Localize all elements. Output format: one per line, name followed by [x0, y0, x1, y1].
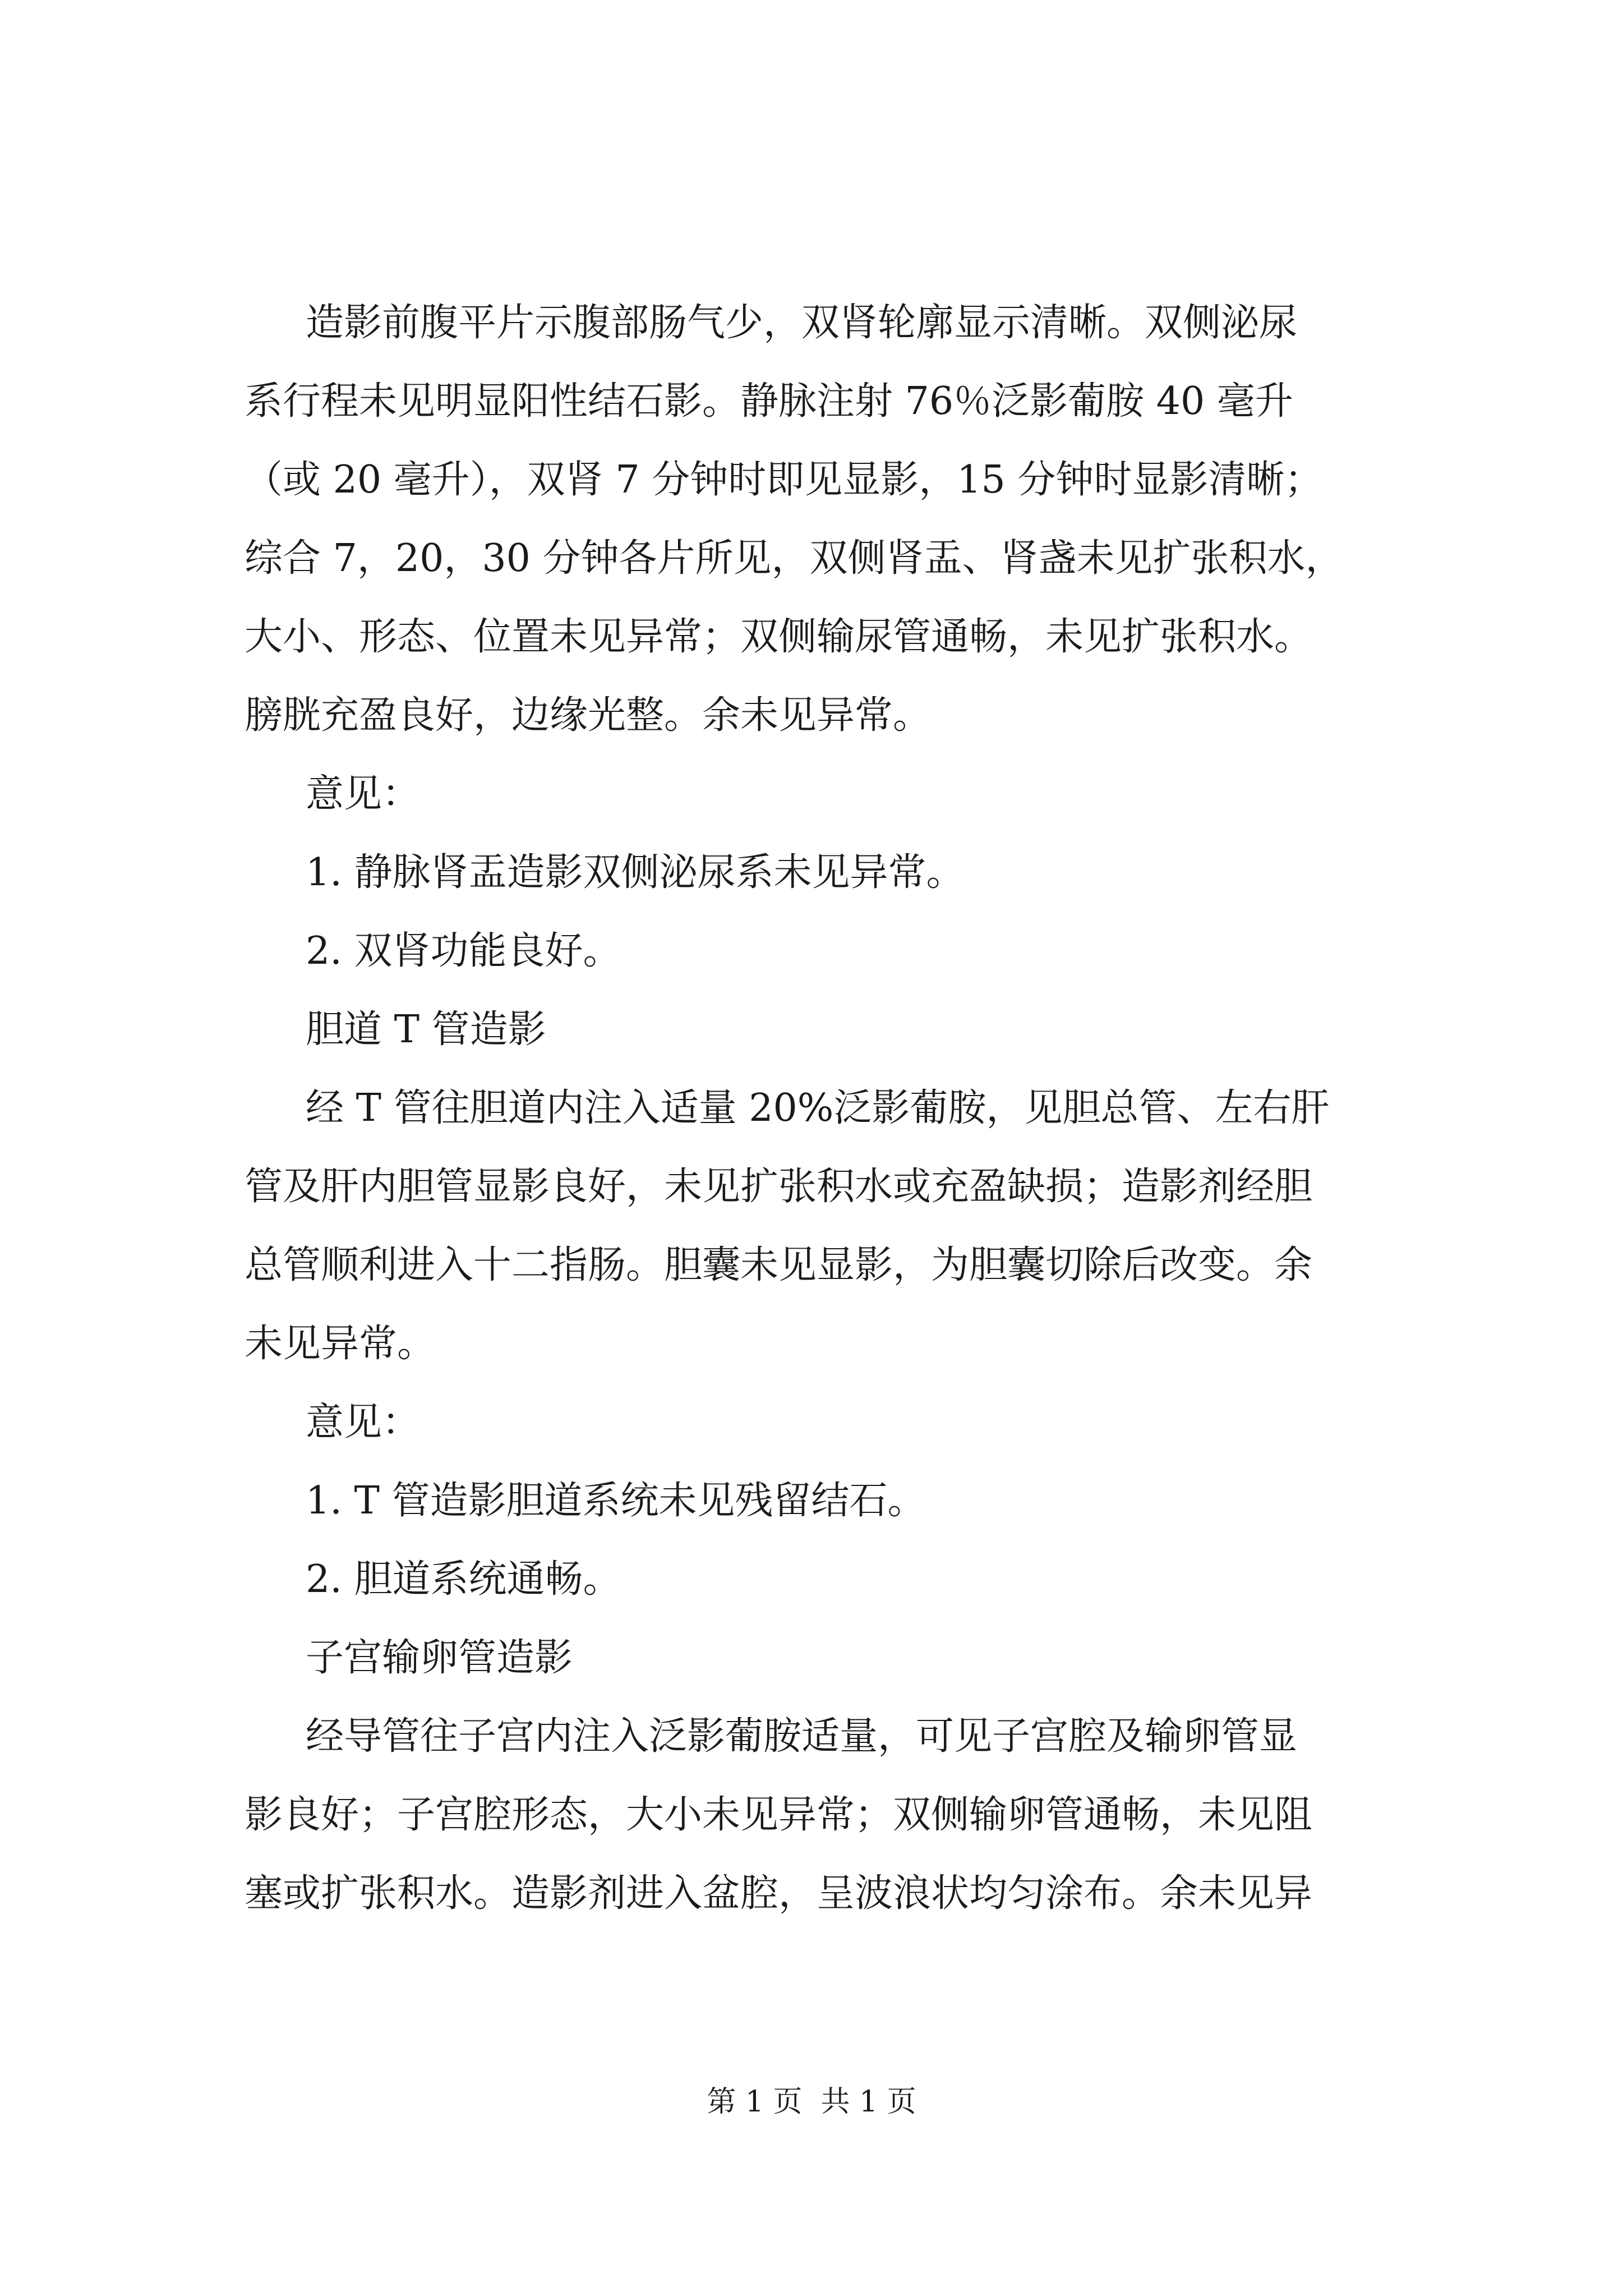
opinion-heading: 意见： — [306, 1400, 421, 1444]
opinion-item: 1. 静脉肾盂造影双侧泌尿系未见异常。 — [306, 850, 965, 895]
body-text-line: 综合 7，20，30 分钟各片所见，双侧肾盂、肾盏未见扩张积水， — [245, 536, 1344, 581]
opinion-item: 2. 胆道系统通畅。 — [306, 1557, 621, 1602]
body-text-line: 影良好；子宫腔形态，大小未见异常；双侧输卵管通畅，未见阻 — [245, 1793, 1313, 1837]
body-text-line: 管及肝内胆管显影良好，未见扩张积水或充盈缺损；造影剂经胆 — [245, 1165, 1313, 1209]
section-heading: 胆道 T 管造影 — [306, 1007, 546, 1052]
opinion-item: 1. T 管造影胆道系统未见残留结石。 — [306, 1479, 926, 1523]
body-text-line: 膀胱充盈良好，边缘光整。余未见异常。 — [245, 693, 932, 738]
body-text-line: 大小、形态、位置未见异常；双侧输尿管通畅，未见扩张积水。 — [245, 615, 1313, 659]
body-text-line: 总管顺利进入十二指肠。胆囊未见显影，为胆囊切除后改变。余 — [245, 1243, 1313, 1287]
section-heading: 子宫输卵管造影 — [306, 1636, 573, 1680]
page-footer: 第 1 页 共 1 页 — [707, 2085, 916, 2119]
body-text-line: 未见异常。 — [245, 1322, 436, 1366]
body-text-line: （或 20 毫升），双肾 7 分钟时即见显影，15 分钟时显影清晰； — [245, 458, 1323, 502]
body-text-line: 系行程未见明显阳性结石影。静脉注射 76％泛影葡胺 40 毫升 — [245, 379, 1293, 424]
body-text-line: 经 T 管往胆道内注入适量 20%泛影葡胺，见胆总管、左右肝 — [306, 1086, 1330, 1130]
body-text-line: 造影前腹平片示腹部肠气少，双肾轮廓显示清晰。双侧泌尿 — [306, 301, 1298, 345]
body-text-line: 塞或扩张积水。造影剂进入盆腔，呈波浪状均匀涂布。余未见异 — [245, 1871, 1313, 1916]
opinion-heading: 意见： — [306, 772, 421, 816]
body-text-line: 经导管往子宫内注入泛影葡胺适量，可见子宫腔及输卵管显 — [306, 1714, 1298, 1759]
opinion-item: 2. 双肾功能良好。 — [306, 929, 621, 973]
